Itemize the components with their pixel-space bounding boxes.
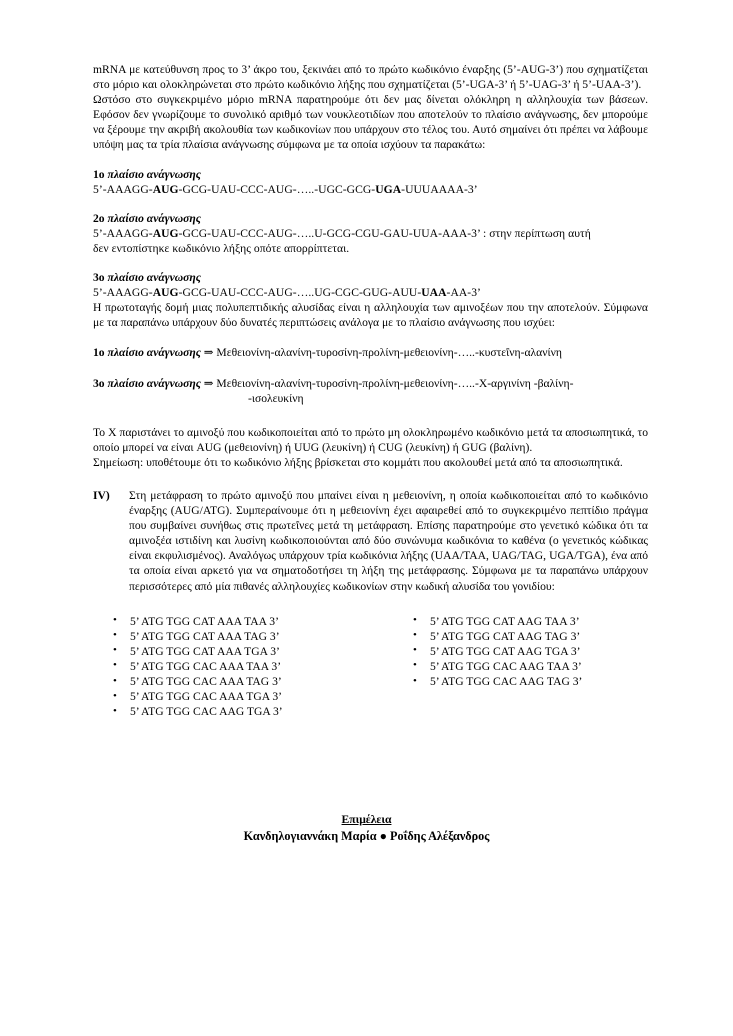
seq-suffix: -UUUAAAA-3’ — [401, 182, 478, 196]
reading-frame-2-heading — [93, 211, 648, 226]
amino-acid-result-2 — [93, 376, 648, 391]
seq-middle: -GCG-UAU-CCC-AUG-…..UG-CGC-GUG-AUU- — [178, 286, 422, 300]
list-item: • 5’ ATG TGG CAC AAA TAA 3’ — [111, 659, 283, 674]
amino-acid-result-1 — [93, 345, 648, 360]
aa-result-2-number: 3ο — [93, 376, 105, 390]
seq-stop-codon: UAA — [421, 286, 447, 300]
aa-result-2-arrow-icon: ⇒ — [203, 376, 214, 390]
footer-names: Κανδηλογιαννάκη Μαρία ● Ροΐδης Αλέξανδρος — [243, 828, 490, 843]
intro-paragraph-2: Ωστόσο στο συγκεκριμένο μόριο mRNA παρατηρούμε ότι δεν μας δίνεται ολόκληρη η αλληλουχία των βάσεων. Εφόσον δεν γνωρίζουμε το συνολικό αριθμό των νουκλεοτιδίων που αποτελούν το πλαίσιο ανάγνωσης, δεν μπορούμε να ξέρουμε την ακριβή ακολουθία των κωδικονίων που υπάρχουν στο τέλος του. Αυτό σημαίνει ότι πρέπει να λάβουμε υπόψη μας τα τρία πλαίσια ανάγνωσης σύμφωνα με τα οποία ισχύουν τα παρακάτω: — [93, 93, 648, 152]
aa-result-2-label: πλαίσιο ανάγνωσης — [107, 376, 201, 390]
seq-prefix: 5’-AAAGG- — [93, 226, 153, 240]
list-item: • 5’ ATG TGG CAT AAA TAG 3’ — [111, 629, 283, 644]
spacer — [93, 406, 648, 425]
section-iv-body: Στη μετάφραση το πρώτο αμινοξύ που μπαίνει είναι η μεθειονίνη, η οποία κωδικοποιείται από το κωδικόνιο έναρξης (AUG/ATG). Συμπεραίνουμε ότι η μεθειονίνη έχει αφαιρεθεί από το συγκεκριμένο πεπτίδιο πράγμα που συμβαίνει συνήθως στις πρωτεΐνες μετά τη μετάφραση. Επίσης παρατηρούμε στο γενετικό κώδικα ότι τα αμινοξέα ιστιδίνη και λυσίνη κωδικοποιούνται από δύο συνώνυμα κωδικόνια το καθένα (ο γενετικός κώδικας είναι εκφυλισμένος). Αναλόγως υπάρχουν τρία κωδικόνια λήξης (UAA/TAA, UAG/TAG, UGA/TGA), ένα από τα οποία είναι αρκετό για να σηματοδοτήσει τη λήξη της μετάφρασης. Σύμφωνα με τα παραπάνω υπάρχουν περισσότερες από μία πιθανές αλληλουχίες κωδικονίων στην κωδική αλυσίδα του γονιδίου: — [129, 488, 648, 593]
list-item: • 5’ ATG TGG CAC AAG TAG 3’ — [411, 674, 582, 689]
list-item: • 5’ ATG TGG CAC AAG TAA 3’ — [411, 659, 582, 674]
seq-prefix: 5’-AAAGG- — [93, 182, 153, 196]
document-footer — [0, 812, 733, 844]
seq-middle: -GCG-UAU-CCC-AUG-…..-UGC-GCG- — [178, 182, 376, 196]
list-item: • 5’ ATG TGG CAC AAG TGA 3’ — [111, 704, 283, 719]
seq-prefix: 5’-AAAGG- — [93, 286, 153, 300]
seq-middle: -GCG-UAU-CCC-AUG-…..U-GCG-CGU-GAU-UUA-AAA-3’ — [178, 226, 481, 240]
list-item: • 5’ ATG TGG CAT AAG TAA 3’ — [411, 614, 582, 629]
intro-paragraph-1: mRNA με κατεύθυνση προς το 3’ άκρο του, ξεκινάει από το πρώτο κωδικόνιο έναρξης (5’-AUG-3’) που σχηματίζεται στο μόριο και ολοκληρώνεται στο πρώτο κωδικόνιο λήξης που σχηματίζεται (5’-UGA-3’ ή 5’-UAG-3’ ή 5’-UAA-3’). — [93, 63, 648, 92]
reading-frame-2-number: 2ο — [93, 211, 105, 225]
seq-suffix: -AA-3’ — [446, 286, 481, 300]
reading-frame-2-note: δεν εντοπίστηκε κωδικόνιο λήξης οπότε απορρίπτεται. — [93, 241, 350, 255]
list-item: • 5’ ATG TGG CAT AAA TAA 3’ — [111, 614, 283, 629]
aa-result-1-sequence: Μεθειονίνη-αλανίνη-τυροσίνη-προλίνη-μεθειονίνη-…..-κυστεΐνη-αλανίνη — [216, 346, 562, 360]
primary-structure-paragraph: Η πρωτοταγής δομή μιας πολυπεπτιδικής αλυσίδας είναι η αλληλουχία των αμινοξέων που την αποτελούν. Σύμφωνα με τα παραπάνω υπάρχουν δύο δυνατές περιπτώσεις ανάλογα με το πλαίσιο ανάγνωσης που ισχύει: — [93, 301, 648, 330]
list-item: • 5’ ATG TGG CAT AAA TGA 3’ — [111, 644, 283, 659]
list-item: • 5’ ATG TGG CAC AAA TAG 3’ — [111, 674, 283, 689]
sequence-lists — [93, 614, 648, 726]
aa-result-1-label: πλαίσιο ανάγνωσης — [107, 346, 201, 360]
reading-frame-1-heading — [93, 167, 648, 182]
sequence-list-left — [111, 614, 283, 720]
x-explanation-paragraph: Το Χ παριστάνει το αμινοξύ που κωδικοποιείται από το πρώτο μη ολοκληρωμένο κωδικόνιο μετά τα αποσιωπητικά, το οποίο μπορεί να είναι AUG (μεθειονίνη) ή UUG (λευκίνη) ή CUG (λευκίνη) ή GUG (βαλίνη). — [93, 425, 648, 454]
list-item: • 5’ ATG TGG CAT AAG TGA 3’ — [411, 644, 582, 659]
note-paragraph: Σημείωση: υποθέτουμε ότι το κωδικόνιο λήξης βρίσκεται στο κομμάτι που ακολουθεί μετά από τα αποσιωπητικά. — [93, 455, 623, 469]
list-item: • 5’ ATG TGG CAC AAA TGA 3’ — [111, 689, 283, 704]
amino-acid-result-2-continuation: -ισολευκίνη — [248, 391, 304, 405]
document-body — [93, 62, 648, 726]
reading-frame-3-sequence — [93, 285, 648, 300]
list-item: • 5’ ATG TGG CAT AAG TAG 3’ — [411, 629, 582, 644]
reading-frame-3-number: 3ο — [93, 271, 105, 285]
reading-frame-2-label: πλαίσιο ανάγνωσης — [107, 211, 201, 225]
reading-frame-1-sequence — [93, 182, 648, 197]
reading-frame-1-number: 1ο — [93, 167, 105, 181]
reading-frame-3-label: πλαίσιο ανάγνωσης — [107, 271, 201, 285]
aa-result-2-sequence: Μεθειονίνη-αλανίνη-τυροσίνη-προλίνη-μεθειονίνη-…..-Χ-αργινίνη -βαλίνη- — [216, 376, 574, 390]
seq-start-codon: AUG — [152, 182, 179, 196]
reading-frame-3-heading — [93, 270, 648, 285]
seq-suffix: : στην περίπτωση αυτή — [480, 226, 591, 240]
reading-frame-2-sequence — [93, 226, 648, 241]
section-iv-marker: IV) — [93, 488, 110, 502]
sequence-list-right — [411, 614, 582, 689]
aa-result-1-number: 1ο — [93, 346, 105, 360]
seq-start-codon: AUG — [152, 226, 179, 240]
seq-stop-codon: UGA — [375, 182, 402, 196]
footer-title: Επιμέλεια — [341, 813, 392, 826]
aa-result-1-arrow-icon: ⇒ — [203, 346, 214, 360]
seq-start-codon: AUG — [152, 286, 179, 300]
section-iv — [93, 488, 648, 594]
reading-frame-1-label: πλαίσιο ανάγνωσης — [107, 167, 201, 181]
